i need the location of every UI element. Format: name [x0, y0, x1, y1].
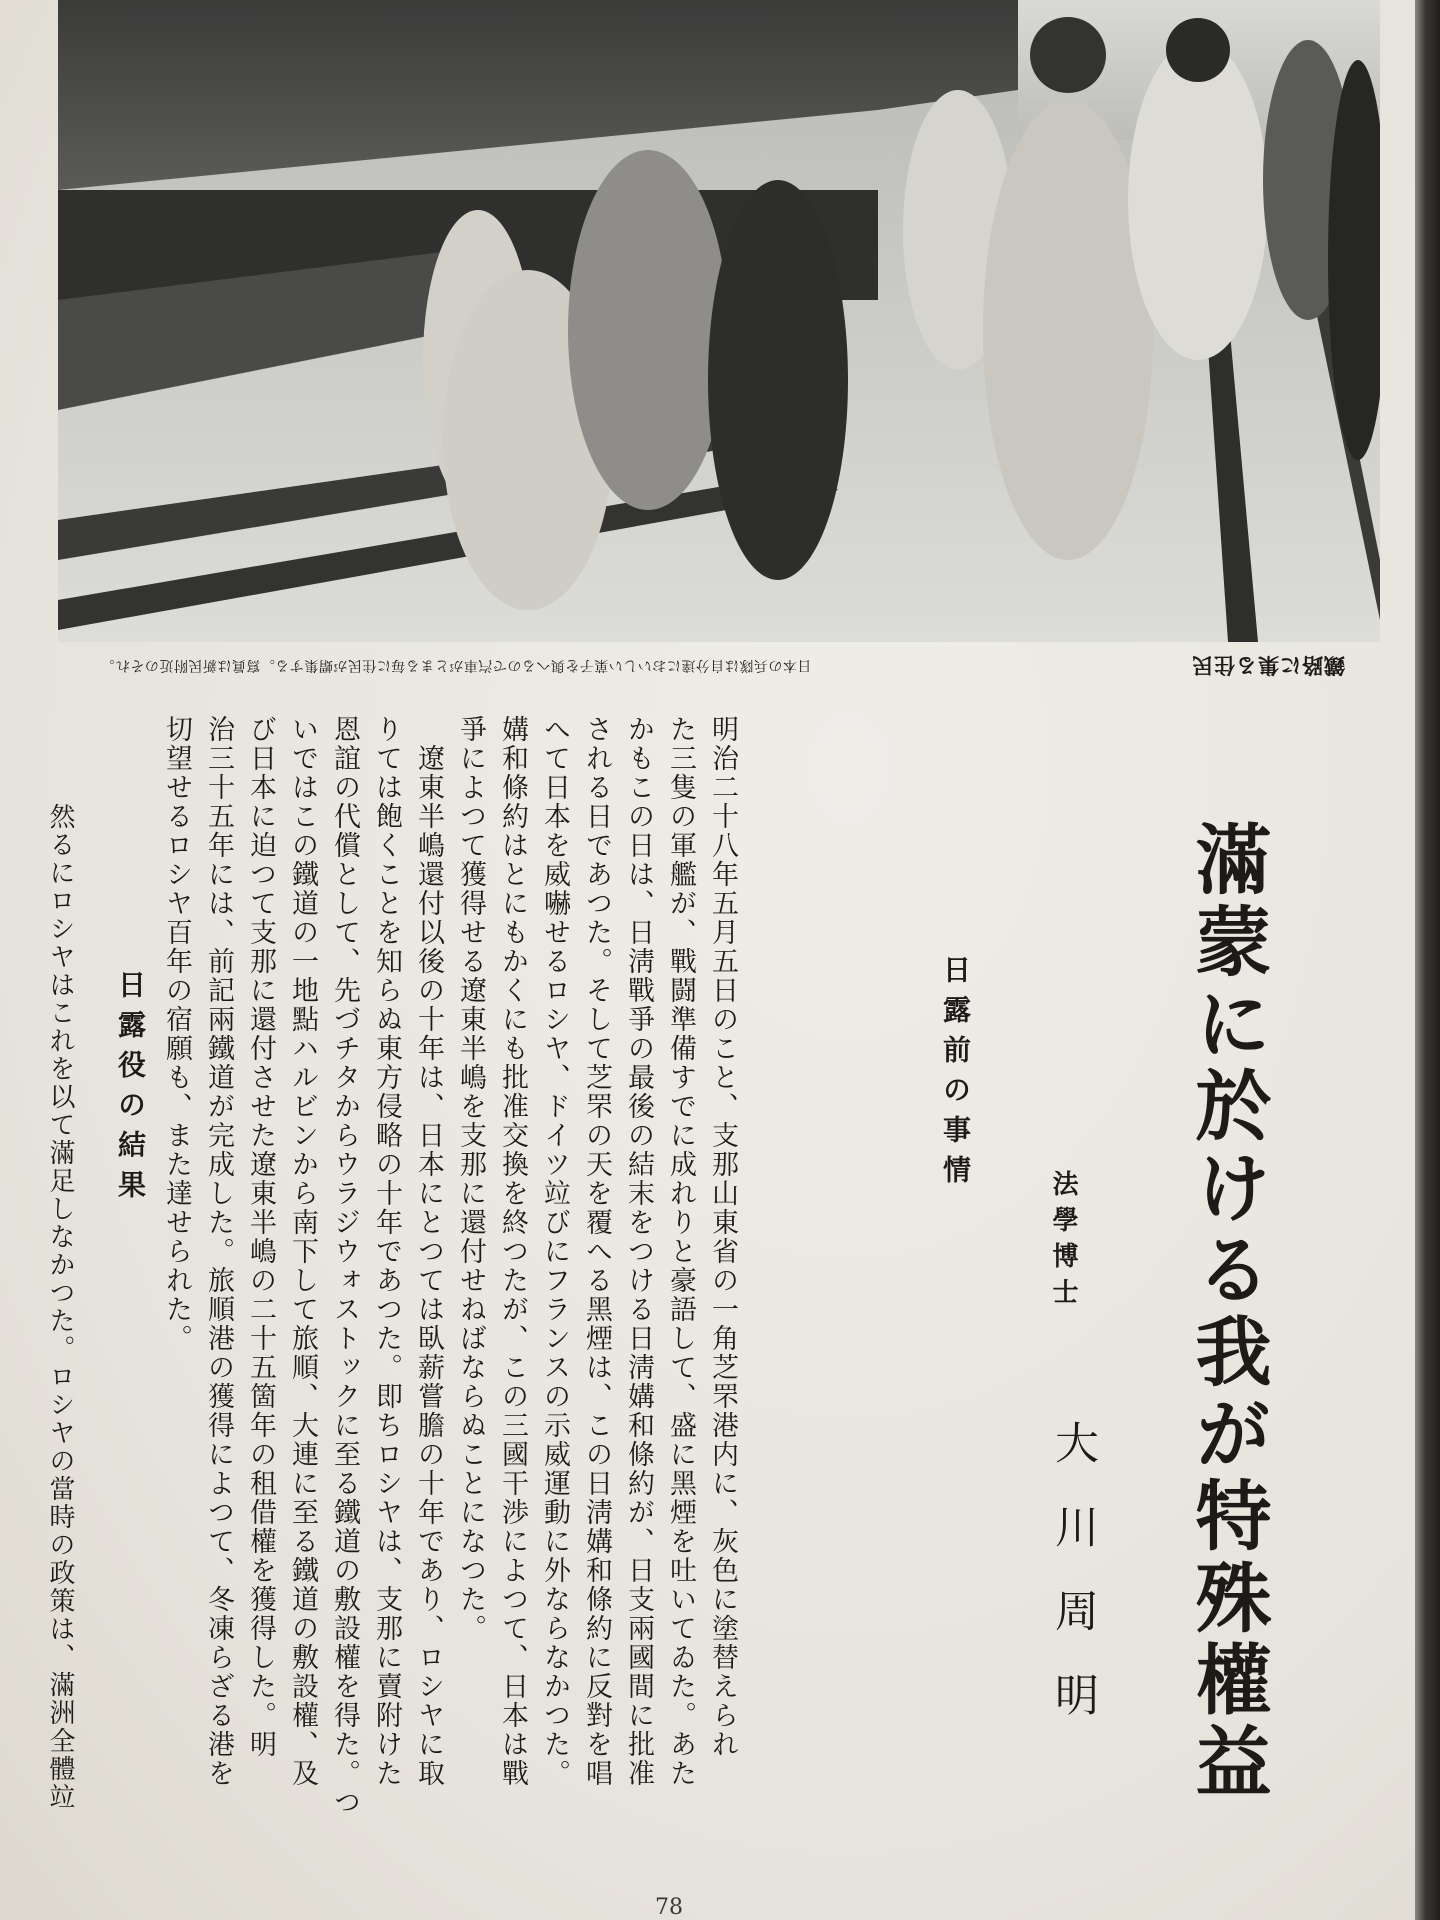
- continuation-line: 然るにロシヤはこれを以て滿足しなかつた。ロシヤの當時の政策は、滿洲全體竝: [45, 775, 75, 1811]
- body-line: へて日本を威嚇せるロシヤ、ドイツ竝びにフランスの示威運動に外ならなかつた。: [539, 715, 570, 1788]
- author-degree: 法學博士: [1048, 1170, 1078, 1314]
- body-line: 治三十五年には、前記兩鐵道が完成した。旅順港の獲得によつて、冬凍らざる港を: [203, 715, 234, 1788]
- caption-description: 日本の兵隊は自分達においしい菓子を與へるので汽車がとまる毎に住民が蝟集する。寫眞は新民附近のそれ。: [100, 657, 812, 673]
- caption-title: 鐵路に集る住民: [1191, 653, 1345, 677]
- body-line: 切望せるロシヤ百年の宿願も、また達せられた。: [161, 715, 192, 1353]
- article-body: [155, 715, 743, 1915]
- body-line: かもこの日は、日淸戰爭の最後の結末をつける日淸媾和條約が、日支兩國間に批准: [623, 715, 654, 1788]
- body-line: た三隻の軍艦が、戰闘準備すでに成れりと豪語して、盛に黑煙を吐いてゐた。あた: [665, 715, 696, 1788]
- author-name: 大川周明: [1047, 1420, 1098, 1756]
- body-line: 恩誼の代償として、先づチタからウラジウォストックに至る鐵道の敷設權を得た。つ: [329, 715, 360, 1817]
- body-line: び日本に迫つて支那に還付させた遼東半嶋の二十五箇年の租借權を獲得した。明: [245, 715, 276, 1759]
- body-line: りては飽くことを知らぬ東方侵略の十年であつた。即ちロシヤは、支那に賣附けた: [371, 715, 402, 1788]
- photo-caption: [100, 642, 1345, 690]
- section-heading: 日露前の事情: [939, 955, 972, 1195]
- body-line: 明治二十八年五月五日のこと、支那山東省の一角芝罘港内に、灰色に塗替えられ: [707, 715, 738, 1759]
- body-line: 遼東半嶋還付以後の十年は、日本にとつては臥薪嘗膽の十年であり、ロシヤに取: [413, 715, 444, 1788]
- section-heading-2: 日露役の結果: [114, 970, 147, 1210]
- article-title: 滿蒙に於ける我が特殊權益: [1183, 820, 1272, 1804]
- body-line: いではこの鐵道の一地點ハルビンから南下して旅順、大連に至る鐵道の敷設權、及: [287, 715, 318, 1788]
- body-line: 爭によつて獲得せる遼東半嶋を支那に還付せねばならぬことになつた。: [455, 715, 486, 1643]
- page-number: 78: [655, 1895, 683, 1920]
- body-line: される日であつた。そして芝罘の天を覆へる黑煙は、この日淸媾和條約に反對を唱: [581, 715, 612, 1788]
- body-line: 媾和條約はとにもかくにも批准交換を終つたが、この三國干渉によつて、日本は戰: [497, 715, 528, 1788]
- railway-photo: [58, 0, 1380, 642]
- book-binding: [1415, 0, 1440, 1920]
